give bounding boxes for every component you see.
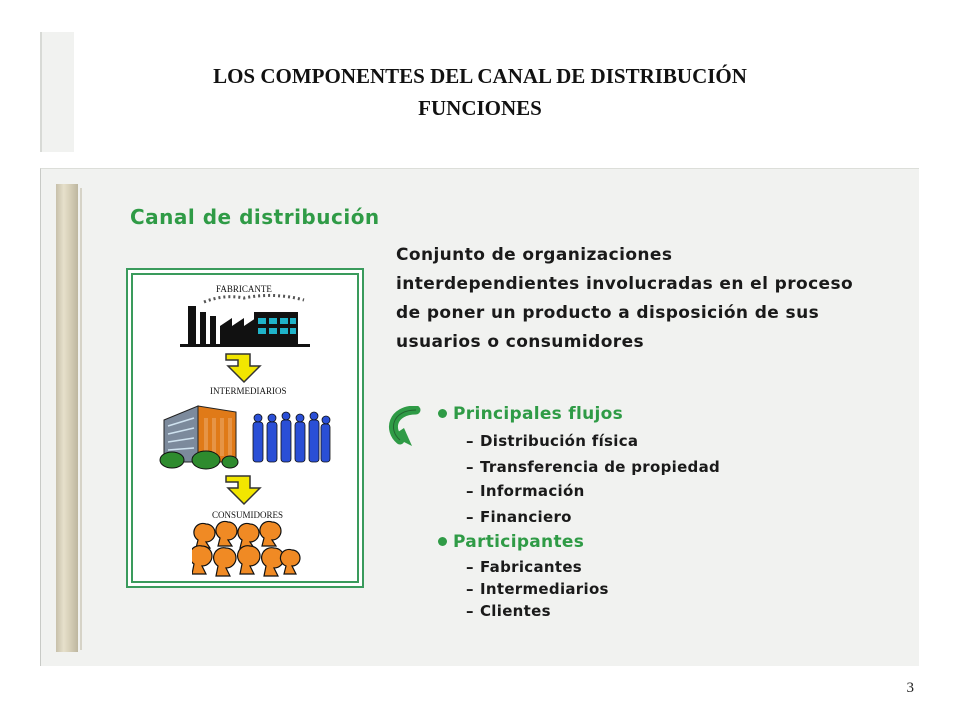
- consumers-icon: [192, 520, 302, 580]
- title-line-1: LOS COMPONENTES DEL CANAL DE DISTRIBUCIÓN: [213, 64, 747, 88]
- arrow-down-icon: [224, 474, 264, 506]
- flows-heading: Principales flujos: [453, 404, 624, 424]
- curved-arrow-icon: [386, 406, 426, 448]
- title-line-2: FUNCIONES: [418, 96, 542, 120]
- participants-section: [438, 532, 609, 620]
- section-heading: Canal de distribución: [130, 205, 380, 229]
- participant-item: – Clientes: [466, 602, 551, 620]
- participants-heading: Participantes: [453, 532, 585, 552]
- flow-item: – Financiero: [466, 508, 572, 526]
- participants-heading-row: [438, 532, 584, 552]
- decorative-stripe-edge: [80, 188, 82, 650]
- definition-text: Conjunto de organizaciones interdependientes involucradas en el proceso de poner un producto a disposición de sus usuarios o consumidores: [396, 245, 854, 352]
- bullet-dot-icon: [438, 409, 447, 418]
- fabricante-label: FABRICANTE: [216, 284, 272, 294]
- participant-item: – Intermediarios: [466, 580, 609, 598]
- flows-heading-row: [438, 404, 623, 424]
- decorative-stripe: [56, 184, 78, 652]
- title-accent-bar: [40, 32, 74, 152]
- page-number: 3: [906, 680, 914, 696]
- participant-item: – Fabricantes: [466, 558, 583, 576]
- flow-item: – Información: [466, 482, 585, 500]
- factory-icon: [174, 292, 314, 348]
- flow-item: – Distribución física: [466, 432, 639, 450]
- flows-section: [438, 404, 721, 526]
- slide-title: [100, 60, 860, 124]
- channel-diagram: [126, 268, 364, 588]
- intermediaries-icon: [158, 398, 334, 470]
- flow-item: – Transferencia de propiedad: [466, 458, 721, 476]
- intermediarios-label: INTERMEDIARIOS: [210, 386, 287, 396]
- bullet-dot-icon: [438, 537, 447, 546]
- arrow-down-icon: [224, 352, 264, 384]
- consumidores-label: CONSUMIDORES: [212, 510, 284, 520]
